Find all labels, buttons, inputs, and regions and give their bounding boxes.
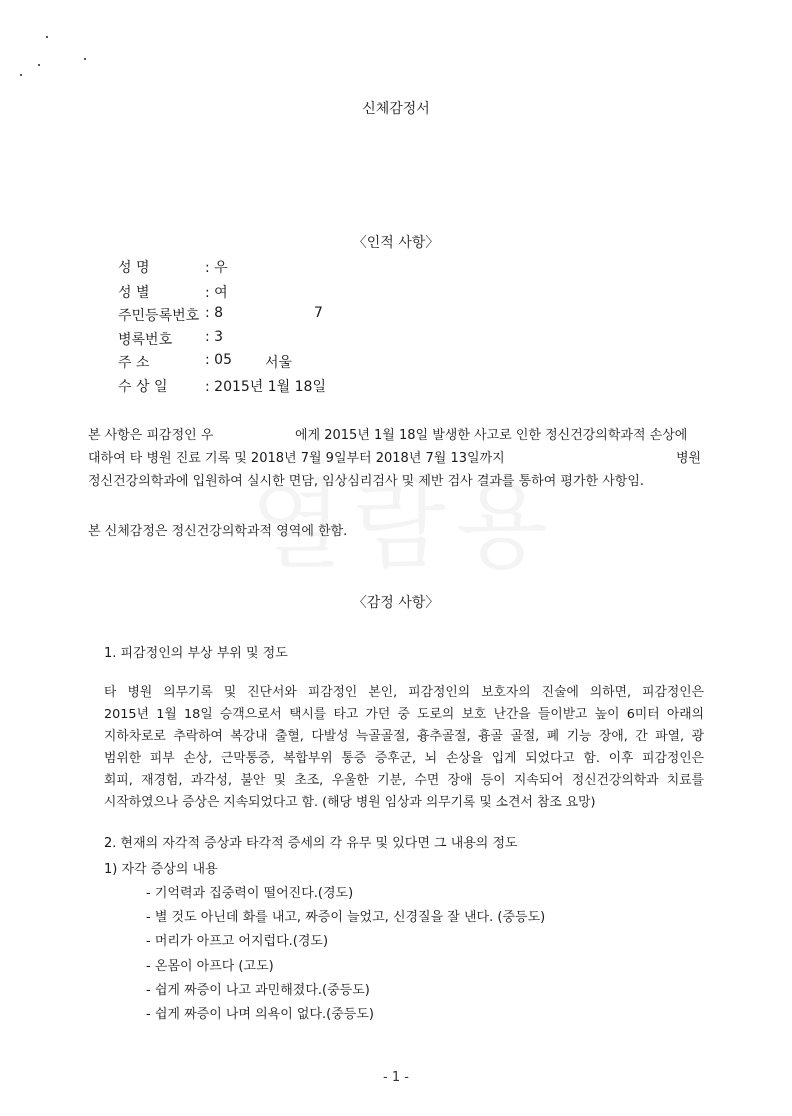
document-title: 신체감정서 bbox=[362, 101, 430, 117]
intro-line-1a: 본 사항은 피감정인 우 bbox=[88, 428, 214, 443]
symptom-item: - 온몸이 아프다 (고도) bbox=[146, 959, 274, 974]
symptom-item: - 머리가 아프고 어지럽다.(경도) bbox=[146, 934, 329, 949]
intro-line-2b: 병원 bbox=[676, 451, 702, 466]
symptom-item: - 쉽게 짜증이 나며 의욕이 없다.(중등도) bbox=[146, 1007, 374, 1022]
field-value-address-city: 서울 bbox=[265, 355, 293, 371]
field-value-address: : 05 bbox=[205, 352, 232, 368]
field-label-resident-number: 주민등록번호 bbox=[118, 308, 200, 324]
field-value-resident-number: : 8 bbox=[205, 305, 224, 321]
field-value-name: : 우 bbox=[205, 260, 228, 276]
item-1-line-last: 시작하였으나 증상은 지속되었다고 함. (해당 병원 임상과 의무기록 및 소견서 참조 요망) bbox=[104, 795, 596, 810]
field-value-resident-number-tail: 7 bbox=[314, 305, 323, 321]
field-label-address: 주 소 bbox=[118, 355, 150, 371]
field-value-sex: : 여 bbox=[205, 285, 228, 301]
item-1-line: 지하차로로 추락하여 복강내 출혈, 다발성 늑골골절, 흉추골절, 흉골 골절, 폐 기능 장애, 간 파열, 광 bbox=[104, 729, 704, 744]
page-number: - 1 - bbox=[383, 1070, 409, 1085]
field-label-record-number: 병록번호 bbox=[118, 332, 173, 348]
item-2-title: 2. 현재의 자각적 증상과 타각적 증세의 각 유무 및 있다면 그 내용의 정도 bbox=[104, 836, 518, 851]
item-1-line: 범위한 피부 손상, 근막통증, 복합부위 통증 증후군, 뇌 손상을 입게 되었다고 함. 이후 피감정인은 bbox=[104, 751, 704, 766]
scope-statement: 본 신체감정은 정신건강의학과적 영역에 한함. bbox=[88, 524, 348, 539]
item-1-line: 2015년 1월 18일 승객으로서 택시를 타고 가던 중 도로의 보호 난간을 들이받고 높이 6미터 아래의 bbox=[104, 707, 704, 722]
field-label-injury-date: 수 상 일 bbox=[118, 379, 168, 395]
field-value-injury-date: : 2015년 1월 18일 bbox=[205, 379, 326, 395]
symptom-item: - 기억력과 집중력이 떨어진다.(경도) bbox=[146, 886, 354, 901]
personal-info-heading: 〈인적 사항〉 bbox=[352, 235, 440, 251]
subjective-symptoms-title: 1) 자각 증상의 내용 bbox=[104, 862, 218, 877]
field-label-sex: 성 별 bbox=[118, 285, 150, 301]
field-value-record-number: : 3 bbox=[205, 329, 224, 345]
field-label-name: 성 명 bbox=[118, 260, 150, 276]
symptom-item: - 별 것도 아닌데 화를 내고, 짜증이 늘었고, 신경질을 잘 낸다. (중등도) bbox=[146, 910, 546, 925]
symptom-item: - 쉽게 짜증이 나고 과민해졌다.(중등도) bbox=[146, 983, 370, 998]
item-1-line: 타 병원 의무기록 및 진단서와 피감정인 본인, 피감정인의 보호자의 진술에 의하면, 피감정인은 bbox=[104, 685, 704, 700]
assessment-heading: 〈감정 사항〉 bbox=[352, 595, 440, 611]
item-1-line: 회피, 재경험, 과각성, 불안 및 초조, 우울한 기분, 수면 장애 등이 지속되어 정신건강의학과 치료를 bbox=[104, 773, 704, 788]
intro-line-3: 정신건강의학과에 입원하여 실시한 면담, 임상심리검사 및 제반 검사 결과를 통하여 평가한 사항임. bbox=[88, 474, 645, 489]
intro-line-1b: 에게 2015년 1월 18일 발생한 사고로 인한 정신건강의학과적 손상에 bbox=[295, 428, 688, 443]
intro-line-2a: 대하여 타 병원 진료 기록 및 2018년 7월 9일부터 2018년 7월 13일까지 bbox=[88, 451, 505, 466]
item-1-title: 1. 피감정인의 부상 부위 및 정도 bbox=[104, 646, 288, 661]
